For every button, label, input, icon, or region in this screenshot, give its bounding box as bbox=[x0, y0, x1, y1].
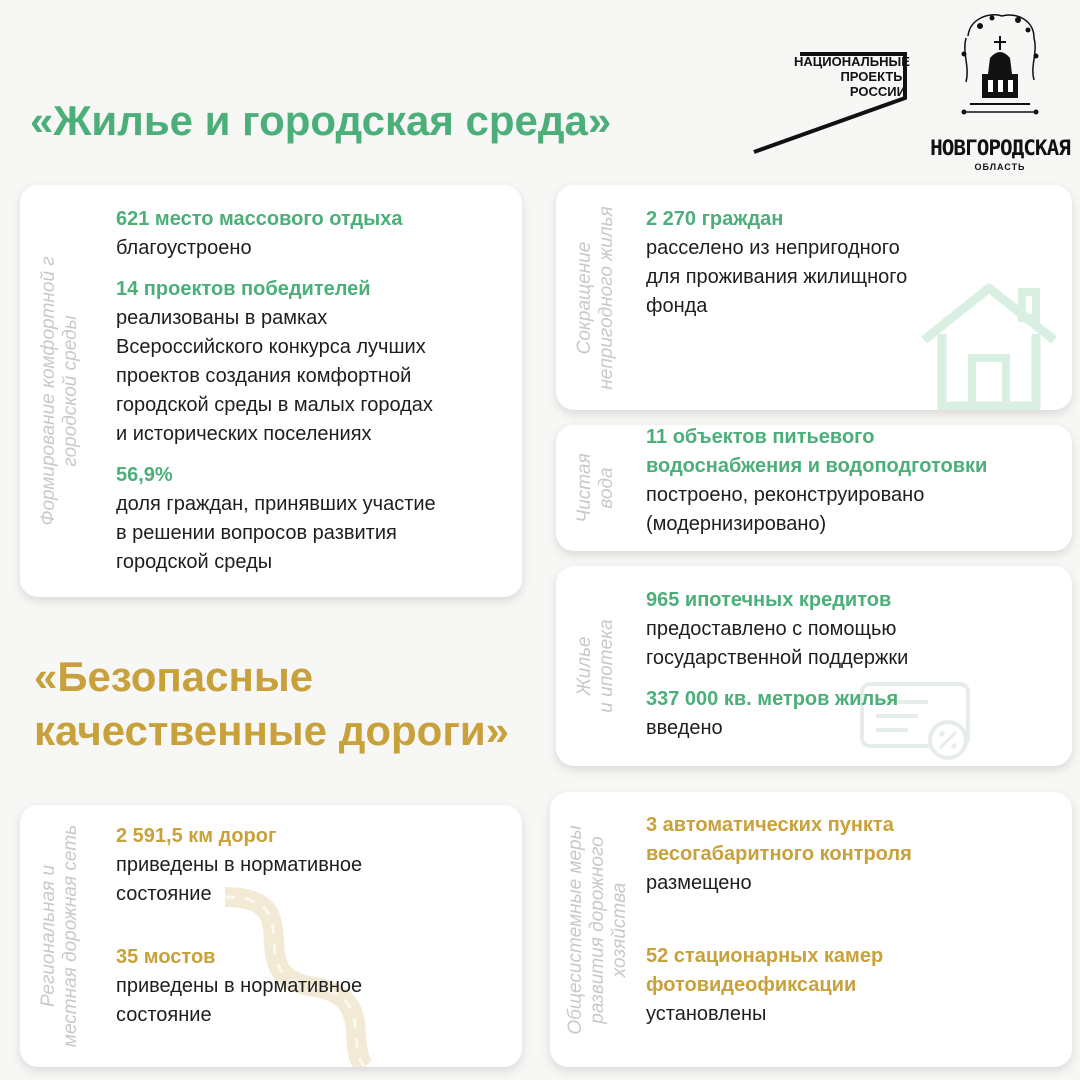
stat-text: городской среды bbox=[116, 551, 273, 573]
card-resettlement-side bbox=[556, 185, 636, 410]
card-roads-side bbox=[20, 805, 100, 1067]
stat-text: установлены bbox=[646, 1003, 767, 1025]
national-projects-line-2: ПРОЕКТЫ bbox=[840, 69, 906, 84]
card-comfort-content bbox=[116, 205, 510, 589]
stat-text: (модернизировано) bbox=[646, 513, 827, 535]
stat-item bbox=[646, 425, 1060, 539]
national-projects-line-3: РОССИИ bbox=[849, 84, 906, 99]
stat-text: в решении вопросов развития bbox=[116, 522, 397, 544]
card-mortgage-side-label: Жилье и ипотека bbox=[574, 619, 617, 713]
stat-text: фонда bbox=[646, 295, 708, 317]
roads-heading-line-1: «Безопасные bbox=[34, 653, 314, 700]
card-measures-side bbox=[550, 792, 646, 1067]
card-comfort-environment bbox=[20, 185, 522, 597]
card-resettlement bbox=[556, 185, 1072, 410]
card-water-side bbox=[556, 425, 636, 551]
stat-highlight: водоснабжения и водоподготовки bbox=[646, 455, 988, 477]
stat-text: Всероссийского конкурса лучших bbox=[116, 336, 426, 358]
stat-text: реализованы в рамках bbox=[116, 307, 328, 329]
stat-text: городской среды в малых городах bbox=[116, 394, 433, 416]
roads-heading-line-2: качественные дороги» bbox=[34, 707, 510, 754]
stat-item bbox=[646, 205, 1060, 321]
national-projects-logo bbox=[750, 48, 910, 158]
card-roads-content bbox=[116, 822, 510, 1042]
card-comfort-side-label: Формирование комфортной г городской среды bbox=[38, 256, 81, 526]
card-mortgage-content bbox=[646, 586, 1060, 755]
stat-text: приведены в нормативное bbox=[116, 854, 363, 876]
region-logo-sub: ОБЛАСТЬ bbox=[974, 162, 1026, 172]
region-logo-name: НОВГОРОДСКАЯ bbox=[930, 136, 1070, 160]
stat-item bbox=[116, 205, 510, 263]
card-mortgage-side bbox=[556, 566, 636, 766]
stat-item bbox=[646, 811, 1060, 898]
housing-heading: «Жилье и городская среда» bbox=[30, 97, 612, 144]
roads-heading bbox=[34, 652, 509, 756]
stat-text: государственной поддержки bbox=[646, 647, 909, 669]
stat-text: проектов создания комфортной bbox=[116, 365, 412, 387]
stat-item bbox=[116, 275, 510, 449]
stat-text: введено bbox=[646, 717, 723, 739]
stat-highlight: 3 автоматических пункта bbox=[646, 814, 894, 836]
stat-text: и исторических поселениях bbox=[116, 423, 372, 445]
stat-text: приведены в нормативное bbox=[116, 975, 363, 997]
stat-highlight: 2 591,5 км дорог bbox=[116, 825, 277, 847]
card-regional-roads bbox=[20, 805, 522, 1067]
stat-item bbox=[116, 943, 510, 1030]
region-logo bbox=[930, 8, 1070, 178]
card-resettlement-side-label: Сокращение непригодного жилья bbox=[574, 205, 617, 390]
stat-highlight: 56,9% bbox=[116, 464, 173, 486]
stat-item bbox=[116, 822, 510, 909]
region-emblem-icon bbox=[930, 8, 1070, 133]
card-system-measures bbox=[550, 792, 1072, 1067]
card-roads-side-label: Региональная и местная дорожная сеть bbox=[38, 824, 81, 1048]
stat-highlight: фотовидеофиксации bbox=[646, 974, 857, 996]
card-measures-content bbox=[646, 811, 1060, 1041]
stat-highlight: 52 стационарных камер bbox=[646, 945, 884, 967]
stat-text: предоставлено с помощью bbox=[646, 618, 897, 640]
stat-highlight: весогабаритного контроля bbox=[646, 843, 912, 865]
stat-text: доля граждан, принявших участие bbox=[116, 493, 436, 515]
stat-text: размещено bbox=[646, 872, 752, 894]
stat-highlight: 14 проектов победителей bbox=[116, 278, 371, 300]
stat-text: состояние bbox=[116, 1004, 212, 1026]
stat-text: построено, реконструировано bbox=[646, 484, 925, 506]
national-projects-line-1: НАЦИОНАЛЬНЫЕ bbox=[794, 54, 910, 69]
stat-item bbox=[646, 942, 1060, 1029]
card-comfort-side bbox=[20, 185, 100, 597]
stat-text: для проживания жилищного bbox=[646, 266, 908, 288]
card-water-side-label: Чистая вода bbox=[574, 453, 617, 523]
card-resettlement-content bbox=[646, 205, 1060, 333]
stat-text: благоустроено bbox=[116, 237, 252, 259]
stat-text: состояние bbox=[116, 883, 212, 905]
stat-item bbox=[646, 586, 1060, 673]
stat-item bbox=[116, 461, 510, 577]
stat-highlight: 35 мостов bbox=[116, 946, 216, 968]
stat-highlight: 11 объектов питьевого bbox=[646, 426, 875, 448]
stat-highlight: 965 ипотечных кредитов bbox=[646, 589, 892, 611]
stat-highlight: 2 270 граждан bbox=[646, 208, 784, 230]
card-water-content bbox=[646, 425, 1060, 551]
stat-highlight: 621 место массового отдыха bbox=[116, 208, 403, 230]
card-housing-mortgage bbox=[556, 566, 1072, 766]
stat-item bbox=[646, 685, 1060, 743]
stat-highlight: 337 000 кв. метров жилья bbox=[646, 688, 899, 710]
card-measures-side-label: Общесистемные меры развития дорожного хозяйства bbox=[565, 824, 630, 1035]
stat-text: расселено из непригодного bbox=[646, 237, 900, 259]
card-clean-water bbox=[556, 425, 1072, 551]
